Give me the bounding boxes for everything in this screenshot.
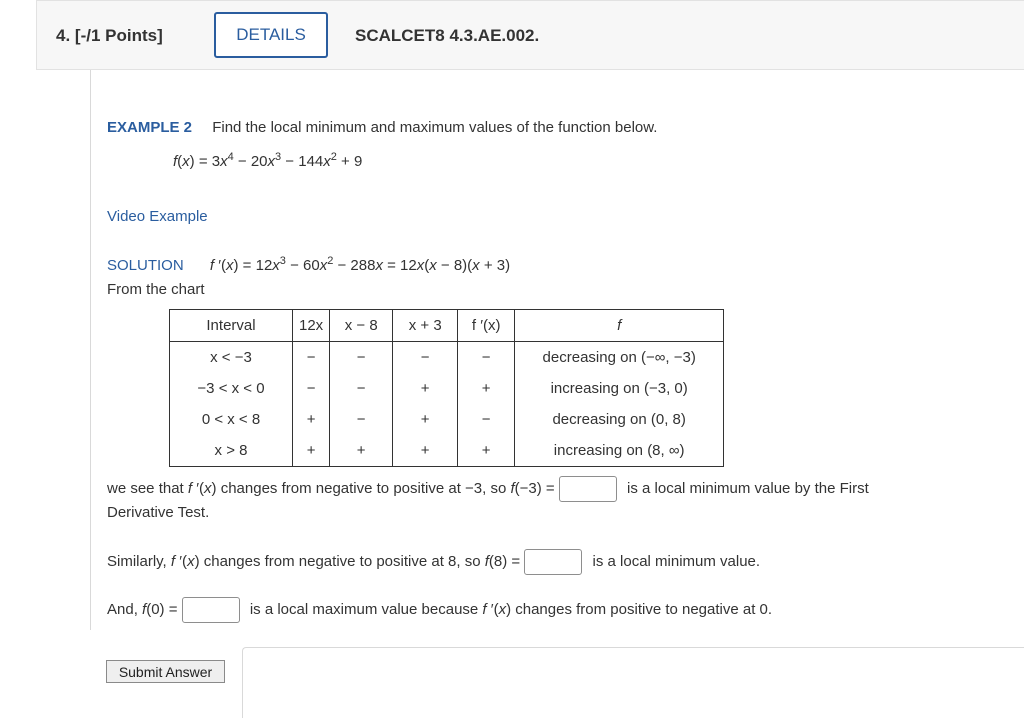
sign-cell: − — [330, 373, 393, 404]
from-chart-label: From the chart — [107, 281, 205, 298]
col-f-prime: f ′(x) — [458, 310, 515, 342]
example-label: EXAMPLE 2 — [107, 119, 193, 136]
sign-cell: + — [330, 435, 393, 467]
sign-chart-header — [170, 310, 724, 342]
interval-cell: x < −3 — [170, 342, 293, 374]
sign-cell: − — [293, 342, 330, 374]
solution-line — [107, 257, 510, 274]
interval-cell: x > 8 — [170, 435, 293, 467]
details-button[interactable]: DETAILS — [214, 12, 328, 58]
behavior-cell: decreasing on (0, 8) — [515, 404, 724, 435]
sign-cell: + — [293, 404, 330, 435]
col-x-plus-3: x + 3 — [393, 310, 458, 342]
derivative-expression: f $'(x) = 12x^3 - 60x^2 - 288x = 12x(x - 8)(x + 3)$ — [209, 255, 511, 274]
behavior-cell: decreasing on (−∞, −3) — [515, 342, 724, 374]
example-prompt: Find the local minimum and maximum values of the function below. — [212, 119, 658, 136]
sign-cell: − — [458, 342, 515, 374]
next-question-card — [242, 647, 1024, 718]
derivative-test-label: Derivative Test. — [107, 504, 210, 521]
interval-cell: 0 < x < 8 — [170, 404, 293, 435]
col-12x: 12x — [293, 310, 330, 342]
sign-cell: + — [458, 373, 515, 404]
table-row — [170, 373, 724, 404]
col-x-minus-8: x − 8 — [330, 310, 393, 342]
interval-cell: −3 < x < 0 — [170, 373, 293, 404]
answer-f-8-input[interactable] — [524, 549, 582, 575]
local-max-0-line: And, f(0) = is a local maximum value because f ′(x) changes from positive to negative at 0. — [107, 597, 772, 623]
col-interval: Interval — [170, 310, 293, 342]
question-code: SCALCET8 4.3.AE.002. — [355, 26, 540, 45]
col-f: f — [515, 310, 724, 342]
solution-label: SOLUTION — [107, 257, 184, 274]
sign-cell: + — [393, 435, 458, 467]
sign-cell: + — [393, 373, 458, 404]
sign-cell: − — [293, 373, 330, 404]
local-min-8-line: Similarly, f ′(x) changes from negative to positive at 8, so f(8) = is a local minimum value. — [107, 549, 760, 575]
question-header — [36, 0, 1024, 70]
sign-cell: − — [458, 404, 515, 435]
sign-cell: + — [393, 404, 458, 435]
sign-cell: − — [330, 404, 393, 435]
example-line — [107, 119, 657, 136]
function-definition: $f(x) = 3x^4 - 20x^3 - 144x^2 + 9$ — [173, 151, 363, 170]
table-row — [170, 342, 724, 374]
sign-chart — [169, 309, 724, 467]
video-example-link[interactable]: Video Example — [107, 208, 208, 225]
submit-answer-button[interactable]: Submit Answer — [106, 660, 225, 683]
sign-cell: − — [393, 342, 458, 374]
table-row — [170, 404, 724, 435]
sign-cell: + — [458, 435, 515, 467]
content-border — [90, 70, 91, 630]
local-min-neg3-line: we see that f ′(x) changes from negative to positive at −3, so f(−3) = is a local minimum value by the First — [107, 476, 869, 502]
question-points: 4. [-/1 Points] — [56, 26, 163, 45]
answer-f-neg3-input[interactable] — [559, 476, 617, 502]
behavior-cell: increasing on (−3, 0) — [515, 373, 724, 404]
table-row — [170, 435, 724, 467]
sign-cell: + — [293, 435, 330, 467]
sign-cell: − — [330, 342, 393, 374]
behavior-cell: increasing on (8, ∞) — [515, 435, 724, 467]
answer-f-0-input[interactable] — [182, 597, 240, 623]
